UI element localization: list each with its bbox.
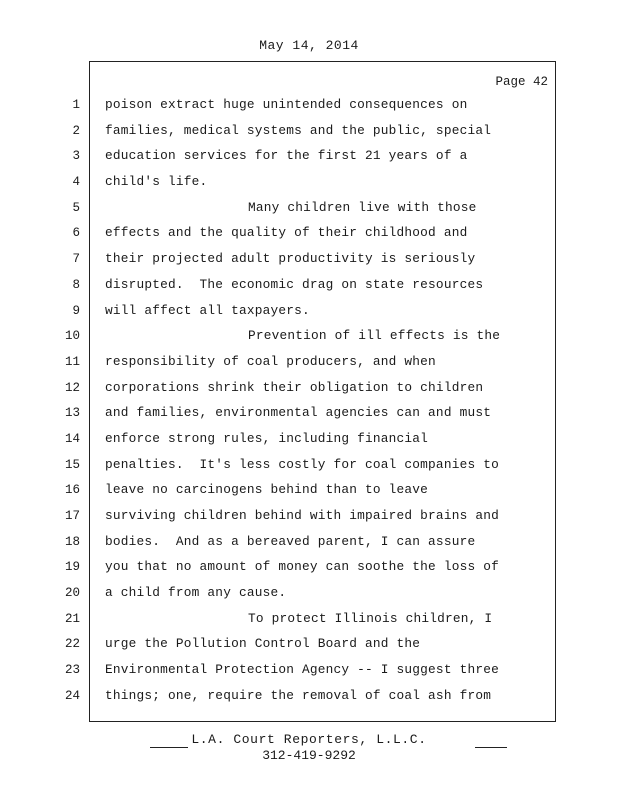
line-number: 13 xyxy=(64,406,80,421)
line-number: 16 xyxy=(64,483,80,498)
transcript-line: Many children live with those xyxy=(248,199,477,215)
line-number-column xyxy=(60,96,80,713)
line-number: 8 xyxy=(72,277,80,292)
court-reporter-phone: 312-419-9292 xyxy=(262,748,356,763)
line-number: 11 xyxy=(64,354,80,369)
transcript-line: leave no carcinogens behind than to leave xyxy=(105,482,429,498)
page-number: Page 42 xyxy=(495,75,548,89)
line-number: 17 xyxy=(64,509,80,523)
transcript-line: you that no amount of money can soothe the loss of xyxy=(105,559,499,575)
line-number: 15 xyxy=(64,457,80,472)
transcript-date: May 14, 2014 xyxy=(259,38,359,53)
transcript-line: Prevention of ill effects is the xyxy=(248,328,501,344)
transcript-line: disrupted. The economic drag on state resources xyxy=(105,276,484,292)
line-number: 19 xyxy=(64,560,80,575)
transcript-line: penalties. It's less costly for coal companies to xyxy=(105,456,499,472)
transcript-line: will affect all taxpayers. xyxy=(105,302,310,318)
line-number: 10 xyxy=(64,329,80,344)
transcript-line: and families, environmental agencies can and must xyxy=(105,405,492,421)
line-number: 23 xyxy=(64,663,80,678)
transcript-line: families, medical systems and the public, special xyxy=(105,122,492,138)
transcript-line: their projected adult productivity is seriously xyxy=(105,251,476,267)
transcript-line: effects and the quality of their childhood and xyxy=(105,225,468,241)
transcript-line: responsibility of coal producers, and when xyxy=(105,353,436,369)
line-number: 12 xyxy=(64,380,80,395)
court-reporter-name: L.A. Court Reporters, L.L.C. xyxy=(191,732,427,747)
transcript-line: surviving children behind with impaired brains and xyxy=(105,508,499,523)
line-number: 4 xyxy=(72,175,80,190)
transcript-line: bodies. And as a bereaved parent, I can assure xyxy=(105,533,476,549)
line-number: 21 xyxy=(64,611,80,626)
line-number: 1 xyxy=(72,98,80,112)
transcript-line: Environmental Protection Agency -- I suggest three xyxy=(105,662,499,678)
line-number: 9 xyxy=(72,303,80,318)
line-number: 2 xyxy=(72,123,80,138)
line-number: 18 xyxy=(64,534,80,549)
transcript-line: things; one, require the removal of coal ash from xyxy=(105,687,492,703)
line-number: 5 xyxy=(72,200,80,215)
transcript-line: corporations shrink their obligation to children xyxy=(105,379,484,395)
transcript-line: child's life. xyxy=(105,174,208,190)
transcript-line: urge the Pollution Control Board and the xyxy=(105,636,421,652)
line-number: 22 xyxy=(64,637,80,652)
transcript-line: education services for the first 21 years of a xyxy=(105,148,468,164)
transcript-text xyxy=(105,96,545,713)
line-number: 14 xyxy=(64,431,80,446)
transcript-line: a child from any cause. xyxy=(105,585,287,601)
line-number: 24 xyxy=(64,688,80,703)
line-number: 3 xyxy=(72,149,80,164)
transcript-line: poison extract huge unintended consequences on xyxy=(105,97,468,112)
line-number: 6 xyxy=(72,226,80,241)
transcript-line: enforce strong rules, including financial xyxy=(105,430,429,446)
line-number: 7 xyxy=(72,252,80,267)
line-number: 20 xyxy=(64,586,80,601)
transcript-line: To protect Illinois children, I xyxy=(248,610,493,626)
